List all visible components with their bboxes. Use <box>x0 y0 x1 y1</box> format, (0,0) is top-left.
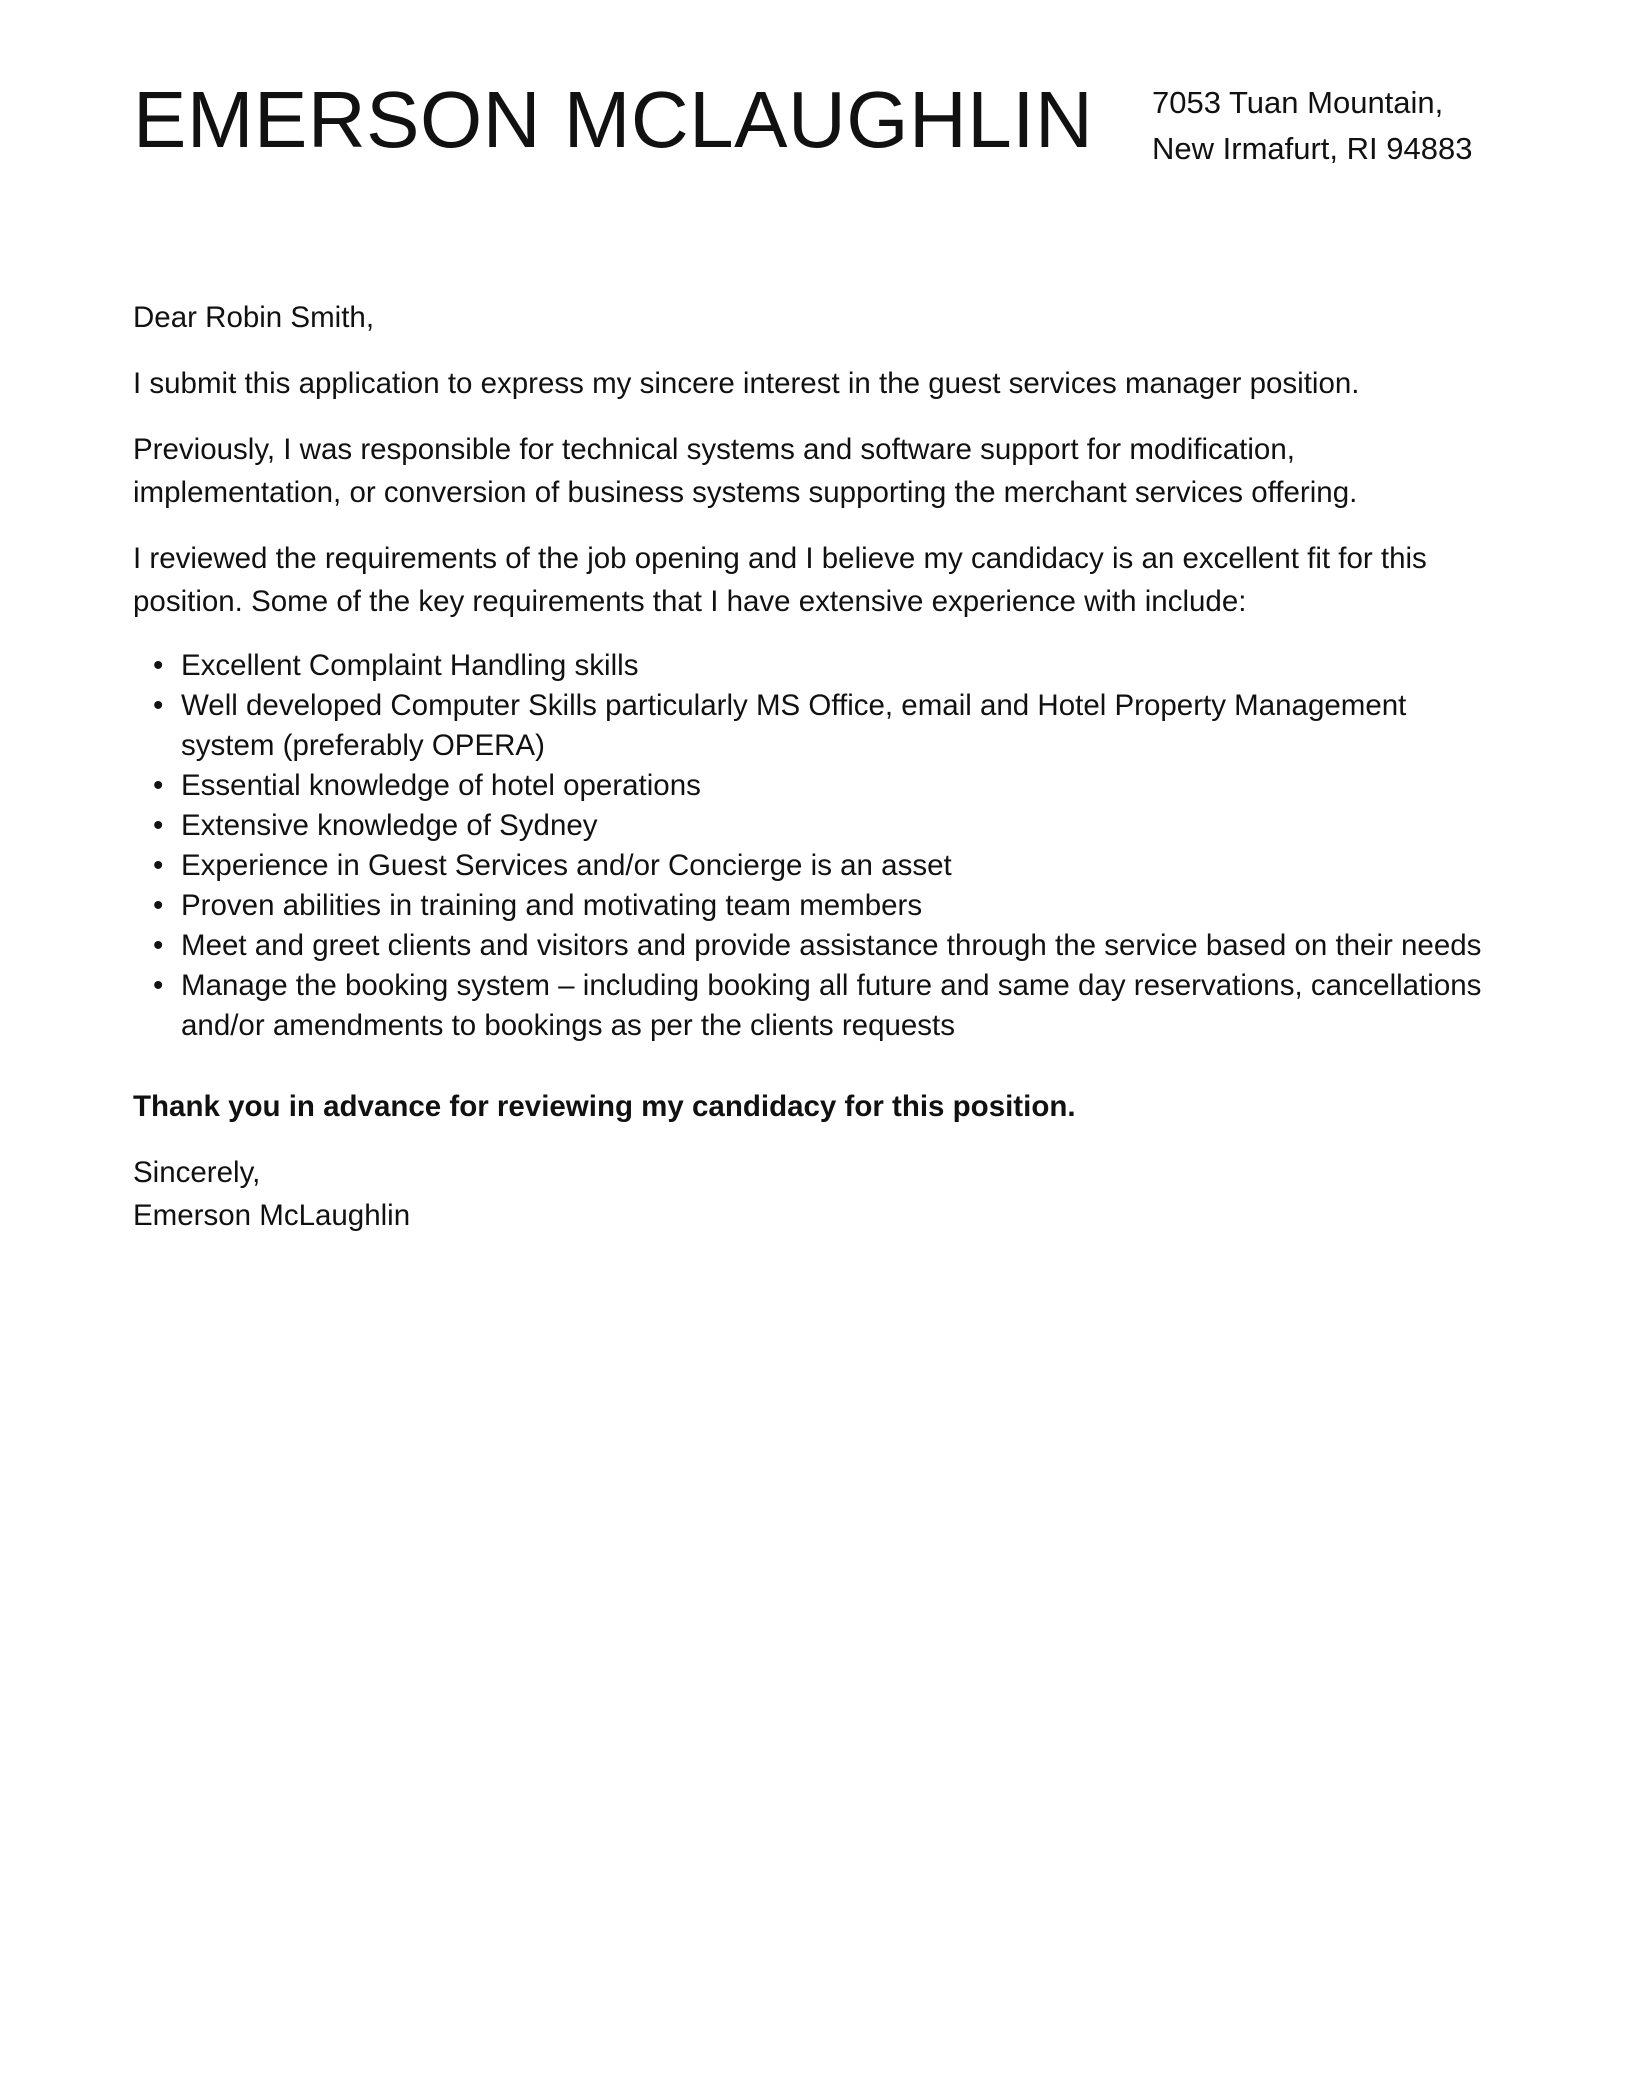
list-item-text: Meet and greet clients and visitors and provide assistance through the service based on their needs <box>181 929 1482 962</box>
list-item <box>153 686 1503 766</box>
list-item <box>153 926 1503 966</box>
signature-name: Emerson McLaughlin <box>133 1199 411 1232</box>
address-line-2: New Irmafurt, RI 94883 <box>1152 131 1473 166</box>
list-item <box>153 646 1503 686</box>
list-item <box>153 966 1503 1046</box>
paragraph-requirements: I reviewed the requirements of the job opening and I believe my candidacy is an excellent fit for this position. Some of the key requirements that I have extensive experience with include: <box>133 542 1427 618</box>
bullet-icon: • <box>153 769 164 802</box>
bullet-icon: • <box>153 849 164 882</box>
list-item-text: Experience in Guest Services and/or Concierge is an asset <box>181 849 952 882</box>
signature-block <box>133 1151 1503 1237</box>
list-item-text: Proven abilities in training and motivating team members <box>181 889 923 922</box>
signoff: Sincerely, <box>133 1156 261 1189</box>
list-item <box>153 886 1503 926</box>
applicant-address <box>1152 80 1472 172</box>
bullet-icon: • <box>153 649 164 682</box>
paragraph-intro: I submit this application to express my sincere interest in the guest services manager position. <box>133 367 1360 400</box>
list-item-text: Essential knowledge of hotel operations <box>181 769 701 802</box>
closing-statement: Thank you in advance for reviewing my candidacy for this position. <box>133 1090 1076 1123</box>
list-item-text: Manage the booking system – including booking all future and same day reservations, cancellations and/or amendments to bookings as per the clients requests <box>181 969 1482 1042</box>
list-item-text: Well developed Computer Skills particularly MS Office, email and Hotel Property Management system (preferably OPERA) <box>181 689 1407 762</box>
bullet-icon: • <box>153 689 164 722</box>
bullet-icon: • <box>153 889 164 922</box>
list-item <box>153 766 1503 806</box>
applicant-name: EMERSON MCLAUGHLIN <box>133 75 1094 164</box>
address-line-1: 7053 Tuan Mountain, <box>1152 85 1444 120</box>
bullet-icon: • <box>153 809 164 842</box>
list-item <box>153 846 1503 886</box>
salutation: Dear Robin Smith, <box>133 301 375 334</box>
list-item <box>153 806 1503 846</box>
requirements-list <box>133 646 1503 1046</box>
bullet-icon: • <box>153 929 164 962</box>
paragraph-experience: Previously, I was responsible for technical systems and software support for modification, implementation, or conversion of business systems supporting the merchant services offering. <box>133 433 1358 509</box>
bullet-icon: • <box>153 969 164 1002</box>
list-item-text: Excellent Complaint Handling skills <box>181 649 639 682</box>
list-item-text: Extensive knowledge of Sydney <box>181 809 598 842</box>
letter-body <box>133 296 1503 1237</box>
